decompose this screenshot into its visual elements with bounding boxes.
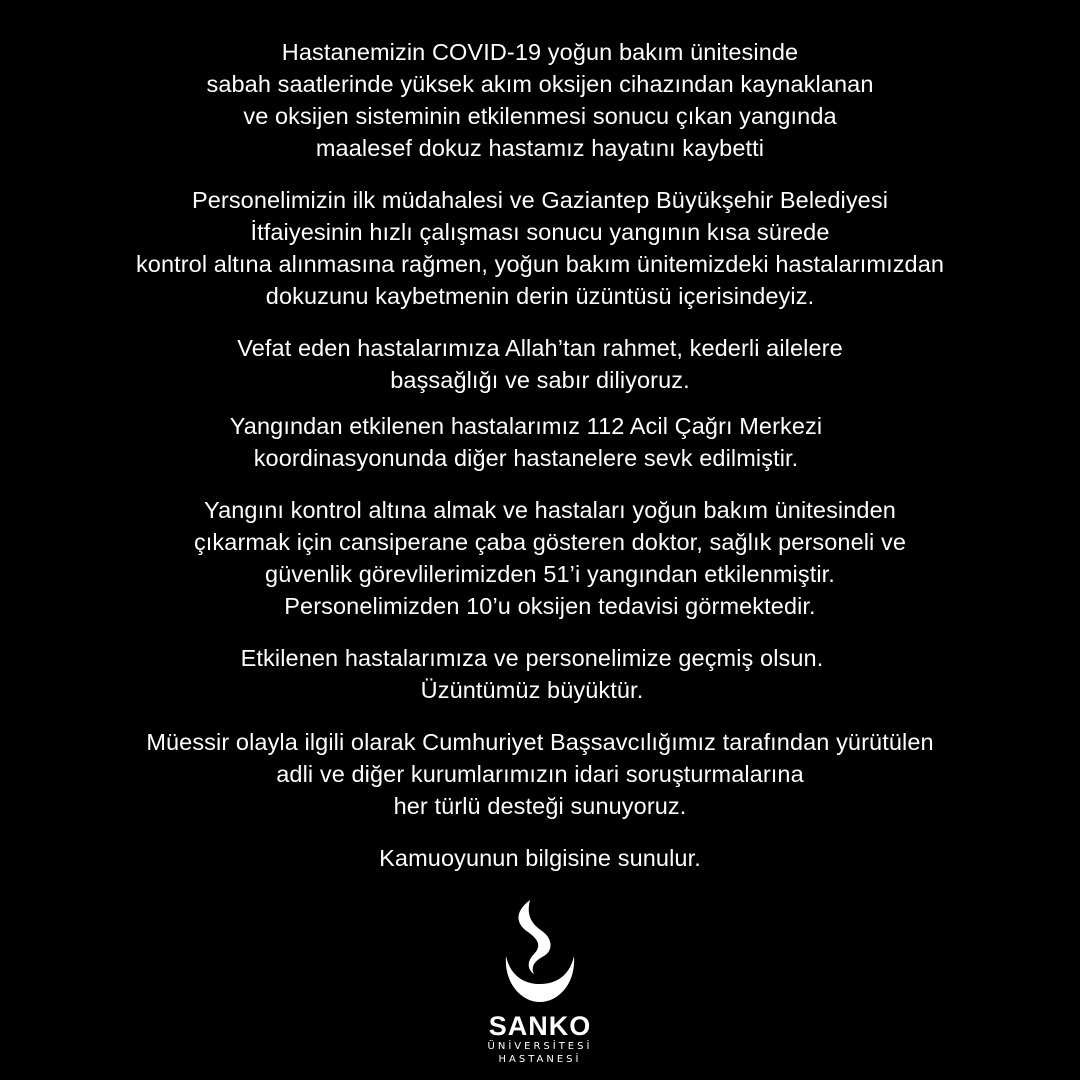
text-line: maalesef dokuz hastamız hayatını kaybetti xyxy=(315,135,765,161)
logo-subtitle-university: ÜNİVERSİTESİ xyxy=(487,1041,593,1052)
text-line: Yangını kontrol altına almak ve hastaları yoğun bakım ünitesinden xyxy=(204,497,896,523)
flame-crescent-icon xyxy=(500,898,580,1008)
paragraph-fire-announcement xyxy=(0,36,1080,164)
text-line: Yangından etkilenen hastalarımız 112 Acil Çağrı Merkezi xyxy=(229,413,823,439)
text-line: Müessir olayla ilgili olarak Cumhuriyet Başsavcılığımız tarafından yürütülen xyxy=(146,729,934,755)
paragraph-patient-transfer xyxy=(0,410,1066,474)
press-statement xyxy=(0,36,1080,874)
text-line: İtfaiyesinin hızlı çalışması sonucu yangının kısa sürede xyxy=(250,219,830,245)
text-line: Personelimizden 10’u oksijen tedavisi görmektedir. xyxy=(284,593,816,619)
text-line: Kamuoyunun bilgisine sunulur. xyxy=(379,845,701,871)
text-line: her türlü desteği sunuyoruz. xyxy=(393,793,687,819)
text-line: sabah saatlerinde yüksek akım oksijen cihazından kaynaklanan xyxy=(206,71,874,97)
text-line: dokuzunu kaybetmenin derin üzüntüsü içerisindeyiz. xyxy=(265,283,815,309)
text-line: ve oksijen sisteminin etkilenmesi sonucu çıkan yangında xyxy=(243,103,837,129)
text-line: Etkilenen hastalarımıza ve personelimize geçmiş olsun. xyxy=(240,645,824,671)
text-line: başsağlığı ve sabır diliyoruz. xyxy=(390,367,690,393)
paragraph-get-well xyxy=(0,642,1072,706)
text-line: koordinasyonunda diğer hastanelere sevk edilmiştir. xyxy=(253,445,799,471)
paragraph-staff-affected xyxy=(10,494,1080,622)
text-line: Vefat eden hastalarımıza Allah’tan rahmet, kederli ailelere xyxy=(237,335,843,361)
logo-subtitle-hospital: HASTANESİ xyxy=(498,1054,582,1065)
sanko-hospital-logo xyxy=(440,898,640,1066)
paragraph-condolences xyxy=(0,332,1080,396)
text-line: Personelimizin ilk müdahalesi ve Gaziantep Büyükşehir Belediyesi xyxy=(191,187,889,213)
text-line: adli ve diğer kurumlarımızın idari soruşturmalarına xyxy=(276,761,804,787)
paragraph-public-notice xyxy=(0,842,1080,874)
logo-brand: SANKO xyxy=(488,1011,592,1041)
text-line: Hastanemizin COVID-19 yoğun bakım ünitesinde xyxy=(281,39,799,65)
text-line: Üzüntümüz büyüktür. xyxy=(420,677,644,703)
paragraph-investigation-support xyxy=(0,726,1080,822)
text-line: kontrol altına alınmasına rağmen, yoğun bakım ünitemizdeki hastalarımızdan xyxy=(135,251,945,277)
text-line: güvenlik görevlilerimizden 51’i yangından etkilenmiştir. xyxy=(265,561,835,587)
text-line: çıkarmak için cansiperane çaba gösteren doktor, sağlık personeli ve xyxy=(193,529,907,555)
paragraph-firefighting-response xyxy=(0,184,1080,312)
